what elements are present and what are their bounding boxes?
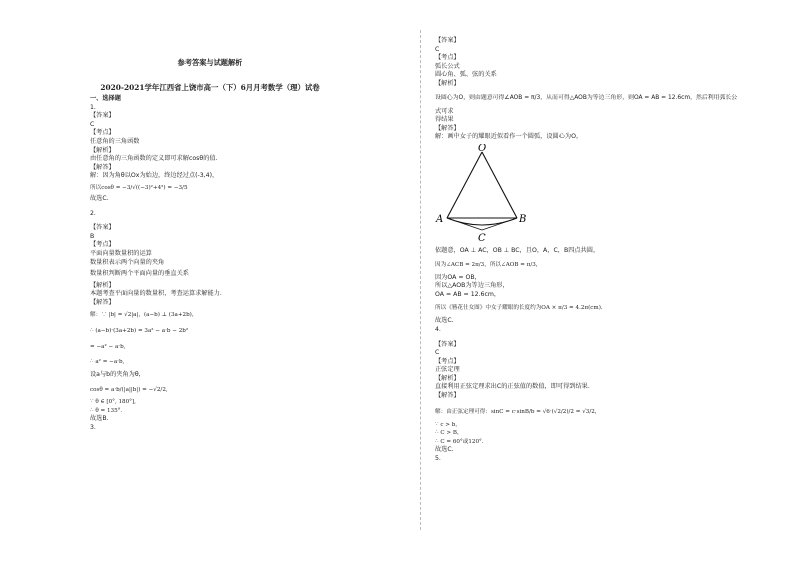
analysis-text: 得结果 [435, 116, 454, 124]
label-c: C [478, 232, 486, 244]
arc-figure [435, 144, 555, 244]
solution-formula: ∴ θ = 135°. [90, 407, 123, 414]
knowledge-heading: 【考点】 [435, 54, 460, 62]
knowledge-point: 弧长公式 [435, 62, 460, 70]
analysis-heading: 【解析】 [90, 146, 115, 154]
solution-formula: cosθ = a·b/(|a||b|) = −√2/2, [90, 387, 168, 394]
answer-value: B [90, 232, 95, 240]
analysis-text: 由任意角的三角函数的定义即可求解cosθ的值. [90, 155, 218, 163]
line-bc [482, 218, 517, 230]
analysis-heading: 【解析】 [435, 374, 460, 382]
question-number: 1. [90, 103, 96, 111]
solution-conclusion: 故选C. [435, 446, 454, 454]
fold-line [420, 30, 421, 530]
label-o: O [478, 143, 487, 154]
analysis-heading: 【解析】 [90, 281, 115, 289]
solution-formula: ∴ (a−b)·(3a+2b) = 3a² − a·b − 2b² [90, 328, 189, 335]
solution-formula: ∵ θ ∈ [0°, 180°], [90, 399, 136, 406]
solution-line: OA = AB = 12.6cm， [435, 290, 501, 298]
analysis-heading: 【解析】 [435, 79, 460, 87]
knowledge-heading: 【考点】 [435, 357, 460, 365]
analysis-text: 本题考查平面向量的数量积，考查运算求解能力. [90, 290, 222, 298]
line-ob [482, 152, 517, 218]
solution-heading: 【解答】 [435, 124, 460, 132]
solution-heading: 【解答】 [435, 392, 460, 400]
solution-formula: 所以《簪花仕女图》中女子耀眼的长度约为OA × π/3 = 4.2π(cm). [435, 305, 603, 312]
knowledge-point: 数量积表示两个向量的夹角 [90, 258, 165, 266]
answer-value: C [90, 120, 95, 128]
right-column [435, 37, 775, 464]
page-title: 参考答案与试题解析 [177, 58, 243, 67]
solution-heading: 【解答】 [90, 163, 115, 171]
line-ac [447, 218, 482, 230]
analysis-text: 直接利用正弦定理求出C的正弦值的数值，即可得到结果. [435, 383, 590, 391]
question-number: 2. [90, 209, 96, 217]
answer-heading: 【答案】 [435, 37, 460, 44]
solution-line: 解：画中女子的耀眼近似看作一个圆弧，设圆心为O， [435, 133, 583, 141]
solution-conclusion: 故选C. [435, 317, 454, 325]
label-a: A [436, 213, 444, 225]
solution-formula: 解：由正弦定理可得：sinC = c·sinB/b = √6·(√2/2)/2 = √3/2， [435, 408, 601, 415]
knowledge-point: 圆心角、弧、弦的关系 [435, 71, 497, 79]
answer-value: C [435, 45, 440, 53]
answer-heading: 【答案】 [90, 112, 115, 120]
exam-title: 2020-2021学年江西省上饶市高一（下）6月月考数学（理）试卷 [100, 83, 320, 92]
analysis-text: 设圆心为O，则由题意可得∠AOB = π/3，从而可得△AOB为等边三角形，则OA = AB = 12.6cm，然后利用弧长公 [435, 94, 738, 101]
knowledge-point: 任意角的三角函数 [90, 137, 140, 145]
knowledge-heading: 【考点】 [90, 129, 115, 137]
solution-line: 设a与b的夹角为θ, [90, 371, 141, 379]
solution-conclusion: 故选B. [90, 415, 109, 423]
solution-formula: ∵ c > b， [435, 421, 461, 428]
label-b: B [519, 213, 527, 225]
solution-line: 解：因为角θ以Ox为始边，终边经过点(-3,4)， [90, 172, 219, 180]
solution-formula: ∴ C > B， [435, 430, 463, 437]
solution-formula: = −a² − a·b, [90, 344, 126, 351]
left-column [90, 95, 410, 432]
solution-line: 依题意，OA ⊥ AC，OB ⊥ BC，且O，A，C，B四点共圆， [435, 246, 600, 254]
analysis-text: 式可求 [435, 107, 454, 115]
answer-value: C [435, 349, 440, 357]
solution-heading: 【解答】 [90, 298, 115, 306]
solution-conclusion: 故选C. [90, 194, 109, 202]
knowledge-point: 数量积判断两个平面向量的垂直关系 [90, 270, 189, 278]
answer-heading: 【答案】 [90, 224, 115, 232]
solution-line: 所以△AOB为等边三角形， [435, 282, 509, 290]
solution-formula: 因为∠ACB = 2π/3，所以∠AOB = π/3， [435, 261, 542, 268]
question-number: 4. [435, 325, 441, 333]
question-number: 5. [435, 455, 441, 463]
solution-formula: ∴ a² = −a·b, [90, 359, 125, 366]
knowledge-point: 正弦定理 [435, 366, 460, 374]
knowledge-heading: 【考点】 [90, 241, 115, 249]
solution-formula: ∴ C = 60°或120°. [435, 438, 484, 445]
solution-line: 因为OA = OB， [435, 273, 481, 281]
knowledge-point: 平面向量数量积的运算 [90, 249, 152, 257]
section-heading: 一、选择题 [90, 95, 121, 102]
line-oa [447, 152, 482, 218]
question-number: 3. [90, 423, 96, 431]
solution-formula: 所以cosθ = −3/√((−3)²+4²) = −3/5 [90, 184, 188, 191]
answer-heading: 【答案】 [435, 340, 460, 348]
solution-formula: 解：∵ |b| = √2|a|，(a−b) ⊥ (3a+2b)， [90, 312, 198, 319]
